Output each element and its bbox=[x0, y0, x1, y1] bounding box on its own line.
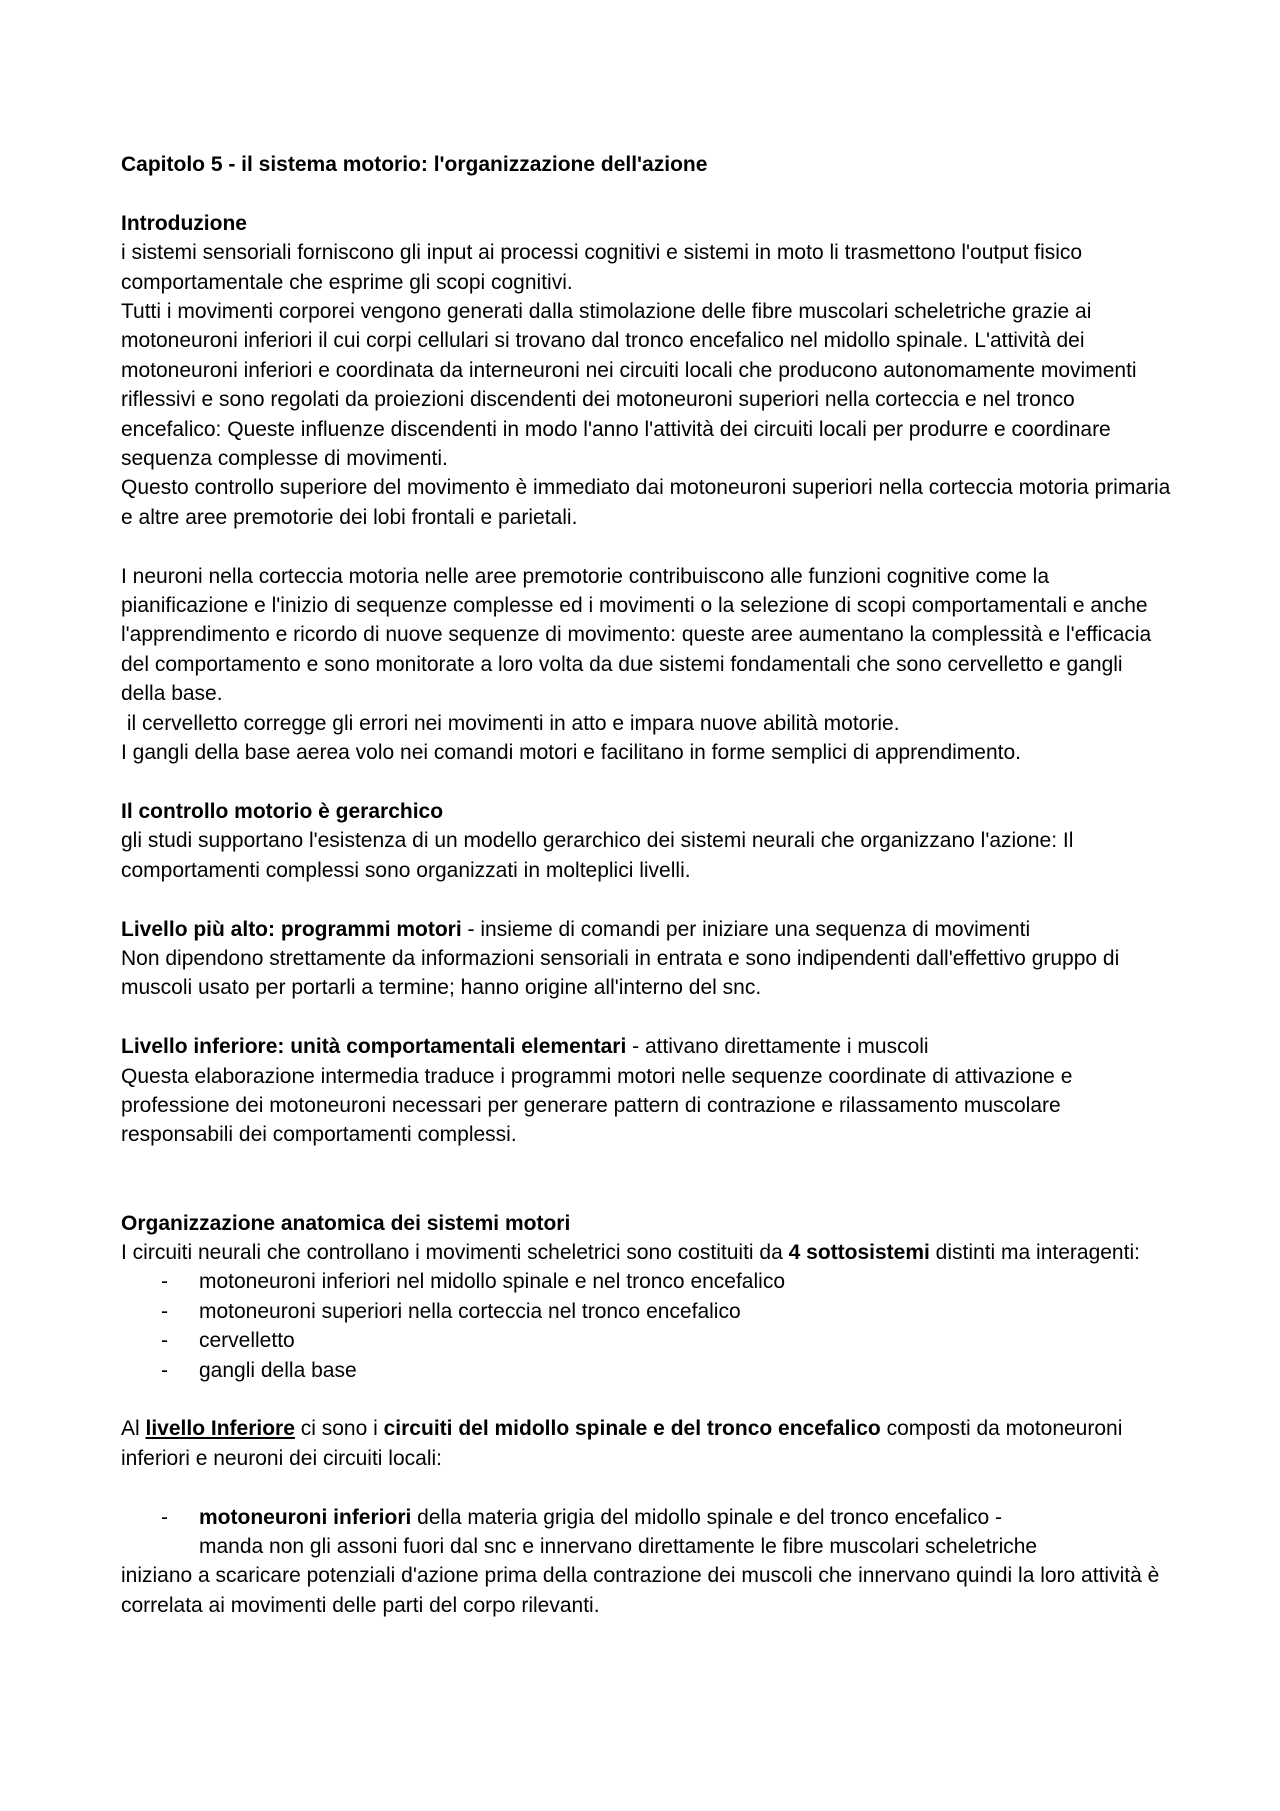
anatomy-intro: I circuiti neurali che controllano i movimenti scheletrici sono costituiti da 4 sottosistemi distinti ma interagenti: bbox=[121, 1240, 1140, 1264]
lower-level-paragraph: Al livello Inferiore ci sono i circuiti del midollo spinale e del tronco encefalico composti da motoneuroni inferiori e neuroni dei circuiti locali: bbox=[121, 1417, 1123, 1470]
spacer bbox=[121, 179, 1171, 208]
list-item: - gangli della base bbox=[161, 1358, 357, 1382]
low-level-line: Livello inferiore: unità comportamentali elementari - attivano direttamente i muscoli bbox=[121, 1035, 929, 1059]
list-item: - motoneuroni inferiori nel midollo spinale e nel tronco encefalico bbox=[161, 1270, 786, 1294]
anatomy-heading: Organizzazione anatomica dei sistemi motori bbox=[121, 1211, 571, 1235]
low-level-label: Livello inferiore: unità comportamentali elementari bbox=[121, 1035, 627, 1059]
subsystems-list bbox=[121, 1267, 1171, 1385]
intro-paragraph-6: I gangli della base aerea volo nei comandi motori e facilitano in forme semplici di apprendimento. bbox=[121, 741, 1021, 765]
spacer bbox=[121, 1385, 1171, 1414]
low-level-paragraph: Questa elaborazione intermedia traduce i programmi motori nelle sequenze coordinate di attivazione e professione dei motoneuroni necessari per generare pattern di contrazione e rilassamento muscolare responsabili dei comportamenti complessi. bbox=[121, 1064, 1073, 1147]
high-level-paragraph: Non dipendono strettamente da informazioni sensoriali in entrata e sono indipendenti dall'effettivo gruppo di muscoli usato per portarli a termine; hanno origine all'interno del snc. bbox=[121, 946, 1120, 1000]
high-level-label: Livello più alto: programmi motori bbox=[121, 917, 462, 941]
chapter-title: Capitolo 5 - il sistema motorio: l'organizzazione dell'azione bbox=[121, 153, 708, 176]
spacer bbox=[121, 1473, 1171, 1502]
spacer bbox=[121, 768, 1171, 797]
hierarchy-paragraph: gli studi supportano l'esistenza di un modello gerarchico dei sistemi neurali che organizzano l'azione: Il comportamenti complessi sono organizzati in molteplici livelli. bbox=[121, 829, 1074, 882]
intro-heading: Introduzione bbox=[121, 211, 247, 235]
intro-paragraph-2: Tutti i movimenti corporei vengono generati dalla stimolazione delle fibre muscolari scheletriche grazie ai motoneuroni inferiori il cui corpi cellulari si trovano dal tronco encefalico nel midollo spinale. L'attività dei motoneuroni inferiori e coordinata da interneuroni nei circuiti locali che producono autonomamente movimenti riflessivi e sono regolati da proiezioni discendenti dei motoneuroni superiori nella corteccia e nel tronco encefalico: Queste influenze discendenti in modo l'anno l'attività dei circuiti locali per produrre e coordinare sequenza complesse di movimenti. bbox=[121, 300, 1137, 471]
lower-level-link: livello Inferiore bbox=[145, 1417, 295, 1441]
lower-motoneurons-bullet: - motoneuroni inferiori della materia grigia del midollo spinale e del tronco encefalico - manda non gli assoni fuori dal snc e innervano direttamente le fibre muscolari scheletriche bbox=[161, 1505, 1038, 1558]
intro-paragraph-5: il cervelletto corregge gli errori nei movimenti in atto e impara nuove abilità motorie. bbox=[121, 711, 900, 735]
high-level-line: Livello più alto: programmi motori - insieme di comandi per iniziare una sequenza di movimenti bbox=[121, 917, 1031, 941]
spacer bbox=[121, 1003, 1171, 1032]
hierarchy-heading: Il controllo motorio è gerarchico bbox=[121, 799, 444, 823]
spacer bbox=[121, 885, 1171, 914]
document-body bbox=[121, 150, 1171, 1620]
intro-paragraph-1: i sistemi sensoriali forniscono gli input ai processi cognitivi e sistemi in moto li trasmettono l'output fisico comportamentale che esprime gli scopi cognitivi. bbox=[121, 241, 1083, 294]
intro-paragraph-4: I neuroni nella corteccia motoria nelle aree premotorie contribuiscono alle funzioni cognitive come la pianificazione e l'inizio di sequenze complesse ed i movimenti o la selezione di scopi comportamentali e anche l'apprendimento e ricordo di nuove sequenze di movimento: queste aree aumentano la complessità e l'efficacia del comportamento e sono monitorate a loro volta da due sistemi fondamentali che sono cervelletto e gangli della base. bbox=[121, 564, 1152, 706]
list-item: - cervelletto bbox=[161, 1329, 295, 1353]
spacer bbox=[121, 532, 1171, 561]
spacer bbox=[121, 1150, 1171, 1209]
intro-paragraph-3: Questo controllo superiore del movimento è immediato dai motoneuroni superiori nella corteccia motoria primaria e altre aree premotorie dei lobi frontali e parietali. bbox=[121, 476, 1171, 529]
lower-motoneurons-continuation: iniziano a scaricare potenziali d'azione prima della contrazione dei muscoli che innervano quindi la loro attività è correlata ai movimenti delle parti del corpo rilevanti. bbox=[121, 1564, 1160, 1617]
list-item: - motoneuroni superiori nella corteccia nel tronco encefalico bbox=[161, 1299, 741, 1323]
